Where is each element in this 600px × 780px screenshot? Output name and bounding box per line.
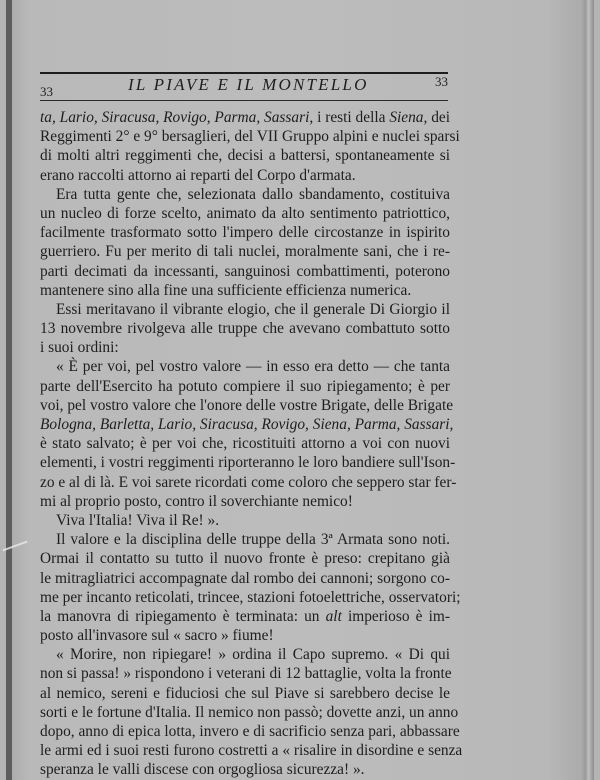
text-line: guerriero. Fu per merito di tali nuclei, moralmente sani, che i re- bbox=[40, 243, 450, 261]
text-line: facilmente trasformato sotto l'impero delle circostanze in ispirito bbox=[40, 224, 450, 242]
text-line: un nucleo di forze scelto, animato da alto sentimento patriottico, bbox=[40, 204, 450, 222]
page-number-left: 33 bbox=[40, 84, 53, 99]
running-header bbox=[40, 74, 448, 100]
text-line: « Morire, non ripiegare! » ordina il Capo supremo. « Di qui bbox=[56, 646, 450, 664]
text-line: posto all'invasore sul « sacro » fiume! bbox=[40, 627, 274, 645]
text-line: di molti altri reggimenti che, decisi a battersi, spontaneamente si bbox=[40, 147, 450, 165]
text-line: Il valore e la disciplina delle truppe della 3ª Armata sono noti. bbox=[56, 531, 450, 549]
text-line: al nemico, sereni e fiduciosi che sul Piave si sarebbero decise le bbox=[40, 684, 450, 702]
text-line: sorti e le fortune d'Italia. Il nemico non passò; dovette anzi, un anno bbox=[40, 703, 459, 721]
text-line: Viva l'Italia! Viva il Re! ». bbox=[56, 511, 220, 529]
text-line: Reggimenti 2° e 9° bersaglieri, del VII Gruppo alpini e nuclei sparsi bbox=[40, 128, 460, 146]
text-line: le armi ed i suoi resti furono costretti a « risalire in disordine e senza bbox=[40, 742, 463, 760]
text-line: parte dell'Esercito ha potuto compiere il suo ripiegamento; è per bbox=[40, 377, 450, 395]
text-line: 13 novembre rivolgeva alle truppe che avevano combattuto sotto bbox=[40, 320, 450, 338]
text-line: elementi, i vostri reggimenti riporteranno le loro bandiere sull'Ison- bbox=[40, 454, 456, 472]
text-line: la manovra di ripiegamento è terminata: un alt imperioso è im- bbox=[40, 607, 450, 625]
page-number-right: 33 bbox=[435, 74, 448, 89]
text-line: mi al proprio posto, contro il soverchiante nemico! bbox=[40, 492, 353, 510]
text-line: non si passa! » rispondono i veterani di 12 battaglie, volta la fronte bbox=[40, 665, 452, 683]
text-line: speranza le valli discese con orgogliosa sicurezza! ». bbox=[40, 761, 365, 779]
text-line: Essi meritavano il vibrante elogio, che il generale Di Giorgio il bbox=[56, 300, 450, 318]
text-line: mantenere sino alla fine una sufficiente efficienza numerica. bbox=[40, 281, 412, 299]
text-line: dopo, anno di epica lotta, invero e di sacrificio senza pari, abbassare bbox=[40, 723, 460, 740]
text-line: Era tutta gente che, selezionata dallo sbandamento, costituiva bbox=[56, 185, 450, 203]
text-line: « È per voi, pel vostro valore — in esso era detto — che tanta bbox=[56, 358, 450, 376]
running-title: IL PIAVE E IL MONTELLO bbox=[128, 75, 369, 94]
text-line: erano raccolti attorno ai reparti del Corpo d'armata. bbox=[40, 166, 356, 184]
text-line: è stato salvato; è per voi che, ricostituiti attorno a voi con nuovi bbox=[40, 435, 450, 453]
text-line: le mitragliatrici accompagnate dal rombo dei cannoni; sorgono co- bbox=[40, 569, 450, 587]
header-rule-bottom bbox=[40, 100, 448, 101]
page-fore-edge bbox=[580, 0, 594, 780]
text-line: i suoi ordini: bbox=[40, 339, 119, 357]
book-page bbox=[6, 0, 594, 780]
text-line: parti decimati da incessanti, sanguinosi combattimenti, poterono bbox=[40, 262, 450, 280]
text-line: me per incanto reticolati, trincee, stazioni fotoelettriche, osservatori; bbox=[40, 588, 461, 606]
text-line: zo e al di là. E voi sarete ricordati come coloro che seppero star fer- bbox=[40, 473, 457, 491]
text-line: Bologna, Barletta, Lario, Siracusa, Rovigo, Siena, Parma, Sassari, bbox=[40, 416, 454, 433]
text-line: ta, Lario, Siracusa, Rovigo, Parma, Sassari, i resti della Siena, dei bbox=[40, 109, 451, 126]
body-text bbox=[40, 108, 463, 780]
text-line: Ormai il contatto su tutto il nuovo fronte è preso: crepitano già bbox=[40, 550, 450, 568]
text-line: voi, pel vostro valore che l'onore delle vostre Brigate, delle Brigate bbox=[40, 396, 454, 414]
page-binding-edge bbox=[6, 0, 12, 780]
